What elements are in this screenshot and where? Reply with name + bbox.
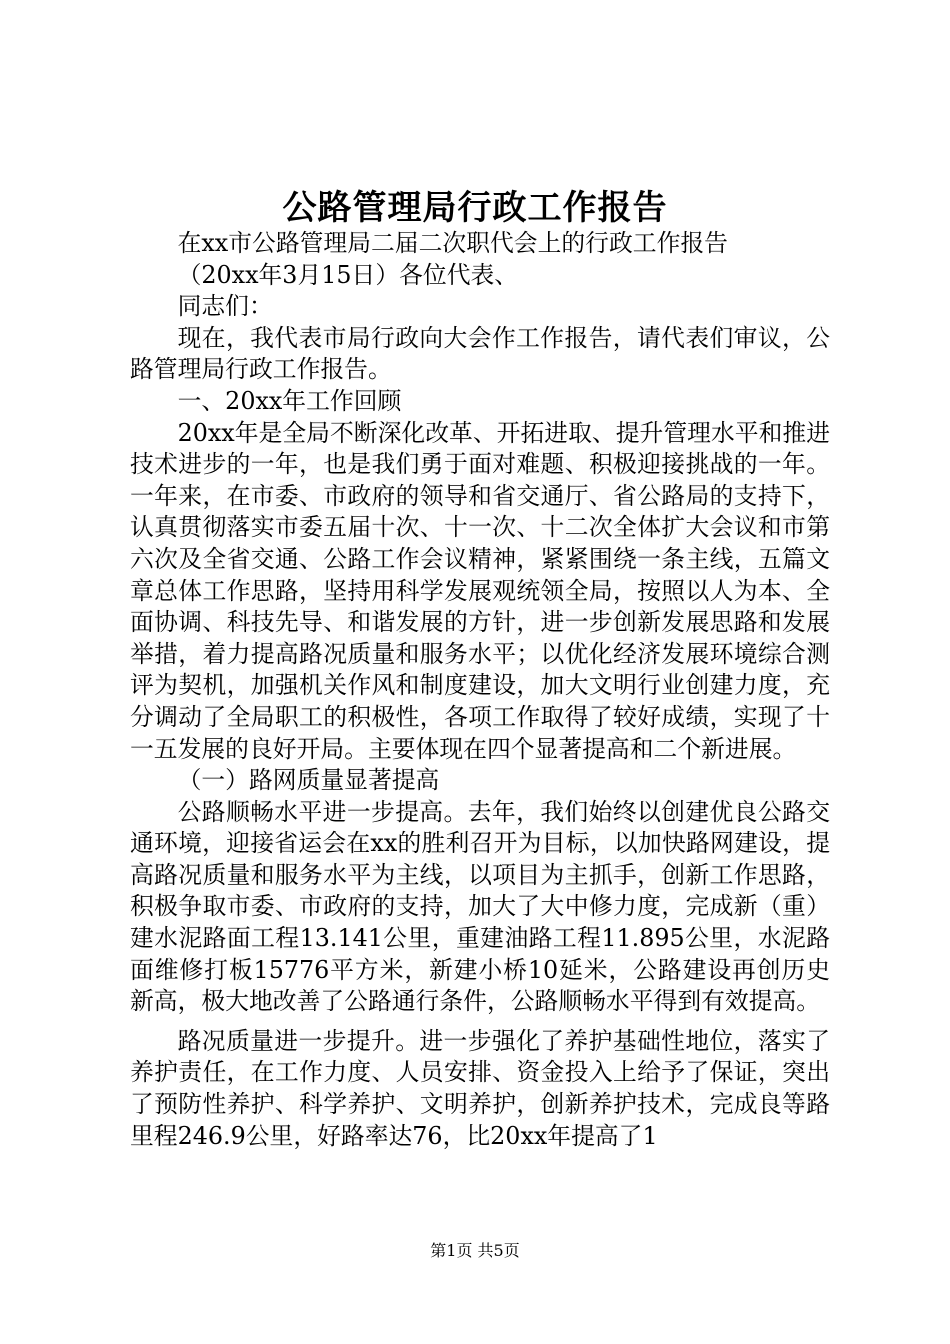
document-title: 公路管理局行政工作报告 [282,188,668,228]
paragraph-road-quality: 路况质量进一步提升。进一步强化了养护基础性地位，落实了养护责任，在工作力度、人员安排、资金投入上给予了保证，突出了预防性养护、科学养护、文明养护，创新养护技术，完成良等路里程246.9公里，好路率达76，比20xx年提高了1 [130,1026,830,1150]
paragraph-road-smoothness: 公路顺畅水平进一步提高。去年，我们始终以创建优良公路交通环境，迎接省运会在xx的胜利召开为目标，以加快路网建设，提高路况质量和服务水平为主线，以项目为主抓手，创新工作思路，积极争取市委、市政府的支持，加大了大中修力度，完成新（重）建水泥路面工程13.141公里，重建油路工程11.895公里，水泥路面维修打板15776平方米，新建小桥10延米，公路建设再创历史新高，极大地改善了公路通行条件，公路顺畅水平得到有效提高。 [130,797,830,1016]
paragraph-subtitle: 在xx市公路管理局二届二次职代会上的行政工作报告 [177,229,728,257]
paragraph-salutation: 同志们： [177,292,273,321]
document-body [130,228,830,1152]
paragraph-gap [130,1018,830,1026]
paragraph-date-greeting: （20xx年3月15日）各位代表、 [177,260,519,289]
paragraph-year-summary: 20xx年是全局不断深化改革、开拓进取、提升管理水平和推进技术进步的一年，也是我们勇于面对难题、积极迎接挑战的一年。一年来，在市委、市政府的领导和省交通厅、省公路局的支持下，认真贯彻落实市委五届十次、十一次、十二次全体扩大会议和市第六次及全省交通、公路工作会议精神，紧紧围绕一条主线，五篇文章总体工作思路，坚持用科学发展观统领全局，按照以人为本、全面协调、科技先导、和谐发展的方针，进一步创新发展思路和发展举措，着力提高路况质量和服务水平；以优化经济发展环境综合测评为契机，加强机关作风和制度建设，加大文明行业创建力度，充分调动了全局职工的积极性，各项工作取得了较好成绩，实现了十一五发展的良好开局。主要体现在四个显著提高和二个新进展。 [130,418,830,763]
subsection-heading-road-network: （一）路网质量显著提高 [177,766,440,795]
section-heading-review: 一、20xx年工作回顾 [177,386,402,415]
paragraph-intro: 现在，我代表市局行政向大会作工作报告，请代表们审议，公路管理局行政工作报告。 [130,323,830,384]
page-footer: 第1页 共5页 [430,1241,520,1260]
